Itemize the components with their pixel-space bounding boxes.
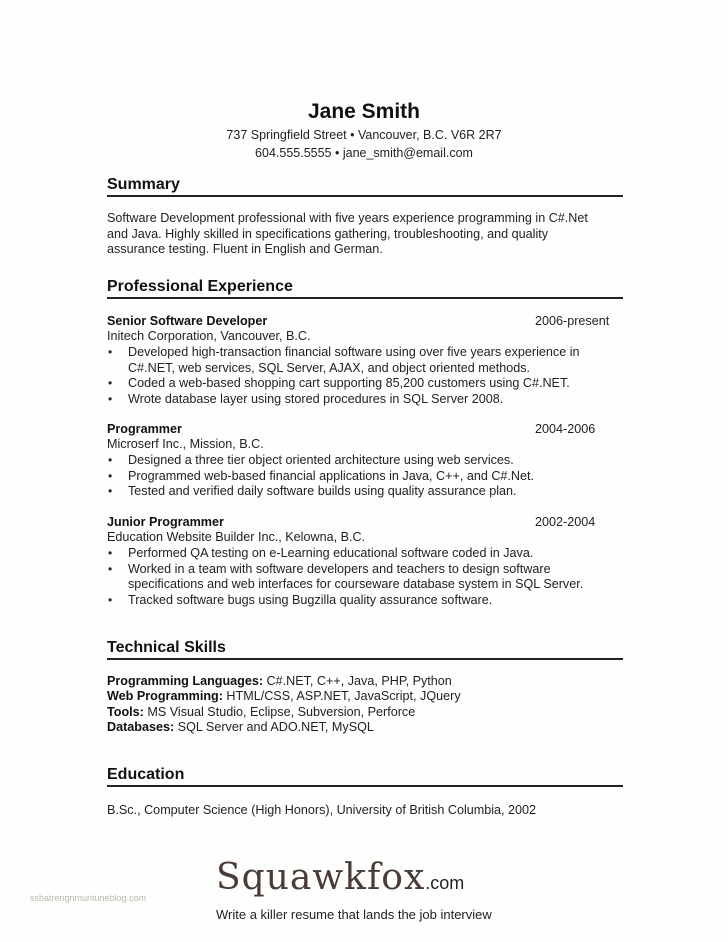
job-bullets — [107, 546, 607, 608]
job-bullet: • Coded a web-based shopping cart supporting 85,200 customers using C#.NET. — [107, 376, 607, 392]
education-divider — [107, 785, 623, 787]
job-bullet: • Tested and verified daily software builds using quality assurance plan. — [107, 484, 607, 500]
job-dates: 2004-2006 — [535, 422, 596, 436]
summary-line: and Java. Highly skilled in specifications gathering, troubleshooting, and quality — [107, 226, 549, 241]
education-heading: Education — [107, 766, 185, 783]
job-title: Programmer — [107, 422, 182, 436]
skill-label: Tools: — [107, 704, 144, 719]
skill-row — [107, 689, 627, 704]
skill-value: MS Visual Studio, Eclipse, Subversion, Perforce — [143, 704, 416, 719]
watermark-text: ssbatrengnmuntuneblog.com — [30, 893, 147, 903]
job-title: Junior Programmer — [107, 515, 224, 529]
job-bullet: • Developed high-transaction financial software using over five years experience in C#.NET, web services, SQL Server, AJAX, and object oriented methods. — [107, 345, 607, 376]
skill-row — [107, 674, 627, 689]
address-line: 737 Springfield Street • Vancouver, B.C. V6R 2R7 — [226, 128, 502, 142]
summary-line: Software Development professional with five years experience programming in C#.Net — [107, 211, 588, 225]
skill-value: HTML/CSS, ASP.NET, JavaScript, JQuery — [222, 689, 461, 704]
summary-line: assurance testing. Fluent in English and German. — [107, 242, 383, 256]
job-dates: 2002-2004 — [535, 515, 596, 529]
experience-divider — [107, 297, 623, 299]
skills-list — [107, 674, 627, 735]
candidate-name: Jane Smith — [307, 100, 421, 123]
job-title: Senior Software Developer — [107, 314, 268, 328]
job-company: Education Website Builder Inc., Kelowna, B.C. — [107, 530, 366, 544]
job-bullet: • Tracked software bugs using Bugzilla quality assurance software. — [107, 593, 607, 609]
skill-label: Programming Languages: — [107, 674, 264, 688]
job-bullet: • Performed QA testing on e-Learning educational software coded in Java. — [107, 546, 607, 562]
job-bullet: • Wrote database layer using stored procedures in SQL Server 2008. — [107, 392, 607, 408]
skill-label: Web Programming: — [107, 689, 223, 704]
experience-heading: Professional Experience — [107, 278, 293, 295]
job-bullet: • Programmed web-based financial applications in Java, C++, and C#.Net. — [107, 469, 607, 485]
education-line: B.Sc., Computer Science (High Honors), University of British Columbia, 2002 — [107, 803, 537, 817]
summary-heading: Summary — [107, 176, 180, 193]
summary-divider — [107, 195, 623, 197]
contact-line: 604.555.5555 • jane_smith@email.com — [255, 146, 473, 160]
skill-value: SQL Server and ADO.NET, MySQL — [174, 719, 374, 734]
skill-row — [107, 705, 627, 720]
logo-suffix: .com — [425, 873, 465, 893]
skill-label: Databases: — [107, 719, 175, 734]
skill-value: C#.NET, C++, Java, PHP, Python — [263, 674, 452, 688]
squawkfox-logo — [216, 857, 465, 898]
job-bullets — [107, 453, 607, 500]
job-company: Initech Corporation, Vancouver, B.C. — [107, 329, 311, 343]
skill-row — [107, 720, 627, 735]
job-bullet: • Worked in a team with software developers and teachers to design software specifications and web interfaces for courseware database system in SQL Server. — [107, 562, 607, 593]
skills-heading: Technical Skills — [107, 639, 226, 656]
logo-tagline: Write a killer resume that lands the job interview — [216, 907, 492, 922]
job-company: Microserf Inc., Mission, B.C. — [107, 437, 264, 451]
job-bullets — [107, 345, 607, 407]
skills-divider — [107, 658, 623, 660]
job-dates: 2006-present — [535, 314, 610, 328]
logo-text: Squawkfox — [216, 857, 426, 898]
summary-text — [107, 211, 607, 258]
job-bullet: • Designed a three tier object oriented architecture using web services. — [107, 453, 607, 469]
